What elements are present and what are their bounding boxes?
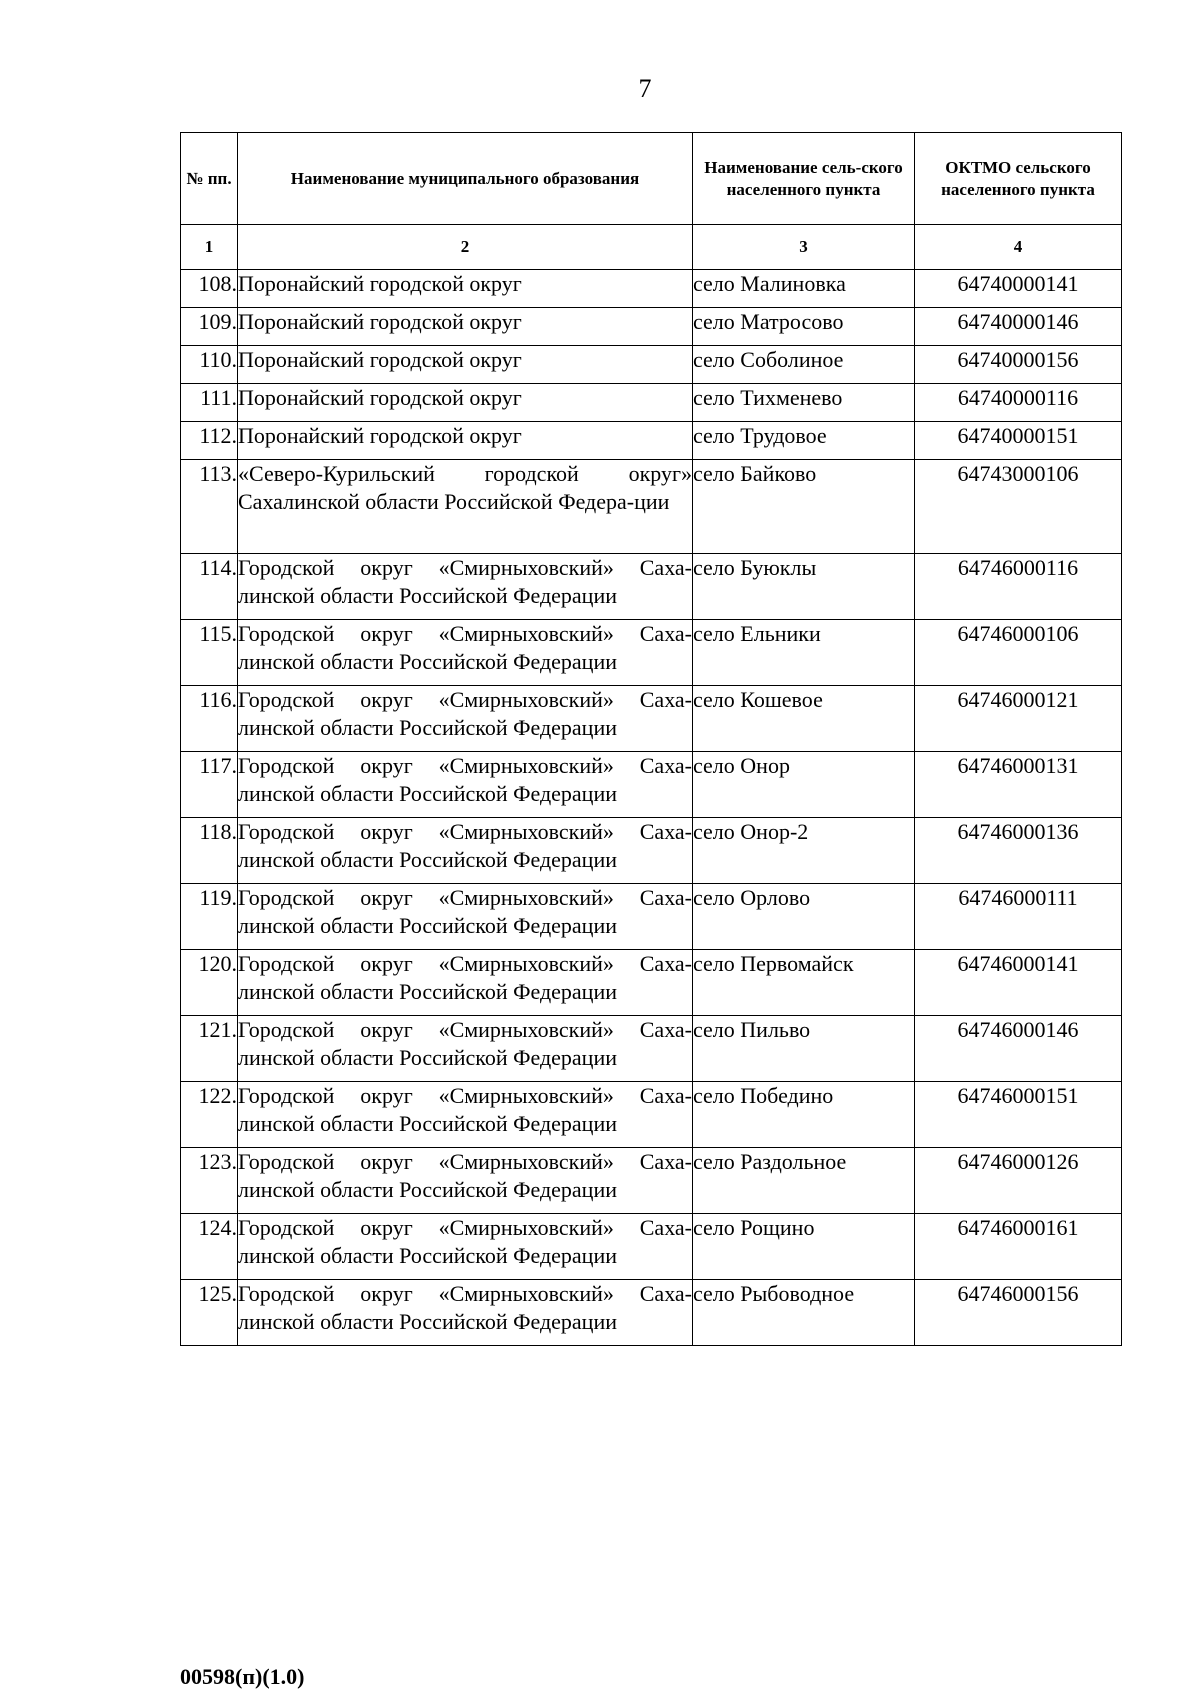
- settlement-name: село Побединo: [693, 1082, 915, 1148]
- table-row: [181, 270, 1122, 308]
- oktmo-code: 64746000156: [915, 1280, 1122, 1346]
- row-number: 120.: [181, 950, 238, 1016]
- municipality-name: Поронайский городской округ: [238, 270, 693, 308]
- municipality-name: Городской округ «Смирныховский» Саха-линской области Российской Федерации: [238, 554, 693, 620]
- oktmo-code: 64740000116: [915, 384, 1122, 422]
- column-number-1: 1: [181, 225, 238, 270]
- row-number: 115.: [181, 620, 238, 686]
- settlement-name: село Матросово: [693, 308, 915, 346]
- settlement-name: село Рощино: [693, 1214, 915, 1280]
- table-row: [181, 950, 1122, 1016]
- municipality-name: Городской округ «Смирныховский» Саха-линской области Российской Федерации: [238, 620, 693, 686]
- row-number: 114.: [181, 554, 238, 620]
- settlement-name: село Кошевое: [693, 686, 915, 752]
- table-row: [181, 1082, 1122, 1148]
- column-number-3: 3: [693, 225, 915, 270]
- column-number-4: 4: [915, 225, 1122, 270]
- table-row: [181, 620, 1122, 686]
- table-row: [181, 818, 1122, 884]
- municipality-name: Городской округ «Смирныховский» Саха-линской области Российской Федерации: [238, 686, 693, 752]
- settlements-table: [180, 132, 1122, 1346]
- oktmo-code: 64746000161: [915, 1214, 1122, 1280]
- municipality-name: Поронайский городской округ: [238, 422, 693, 460]
- table-row: [181, 346, 1122, 384]
- header-settlement: Наименование сель-ского населенного пункта: [693, 133, 915, 225]
- settlement-name: село Первомайск: [693, 950, 915, 1016]
- oktmo-code: 64746000136: [915, 818, 1122, 884]
- municipality-name: Городской округ «Смирныховский» Саха-линской области Российской Федерации: [238, 1214, 693, 1280]
- settlement-name: село Ельники: [693, 620, 915, 686]
- table-row: [181, 686, 1122, 752]
- settlement-name: село Трудовое: [693, 422, 915, 460]
- municipality-name: Городской округ «Смирныховский» Саха-линской области Российской Федерации: [238, 1148, 693, 1214]
- row-number: 118.: [181, 818, 238, 884]
- oktmo-code: 64746000131: [915, 752, 1122, 818]
- oktmo-code: 64740000146: [915, 308, 1122, 346]
- row-number: 123.: [181, 1148, 238, 1214]
- municipality-name: Поронайский городской округ: [238, 308, 693, 346]
- settlement-name: село Байково: [693, 460, 915, 554]
- document-code: 00598(п)(1.0): [180, 1664, 305, 1689]
- table-row: [181, 1214, 1122, 1280]
- header-oktmo: ОКТМО сельского населенного пункта: [915, 133, 1122, 225]
- settlement-name: село Раздольное: [693, 1148, 915, 1214]
- row-number: 116.: [181, 686, 238, 752]
- table-row: [181, 1016, 1122, 1082]
- table-row: [181, 1148, 1122, 1214]
- settlement-name: село Онор-2: [693, 818, 915, 884]
- municipality-name: Поронайский городской округ: [238, 346, 693, 384]
- settlement-name: село Онор: [693, 752, 915, 818]
- oktmo-code: 64743000106: [915, 460, 1122, 554]
- row-number: 109.: [181, 308, 238, 346]
- row-number: 121.: [181, 1016, 238, 1082]
- settlement-name: село Буюклы: [693, 554, 915, 620]
- column-number-row: [181, 225, 1122, 270]
- oktmo-code: 64746000121: [915, 686, 1122, 752]
- page-number: 7: [638, 74, 652, 103]
- settlement-name: село Пильво: [693, 1016, 915, 1082]
- settlement-name: село Малиновка: [693, 270, 915, 308]
- oktmo-code: 64746000116: [915, 554, 1122, 620]
- row-number: 113.: [181, 460, 238, 554]
- row-number: 110.: [181, 346, 238, 384]
- municipality-name: Городской округ «Смирныховский» Саха-линской области Российской Федерации: [238, 1082, 693, 1148]
- oktmo-code: 64746000126: [915, 1148, 1122, 1214]
- settlement-name: село Рыбоводное: [693, 1280, 915, 1346]
- oktmo-code: 64740000151: [915, 422, 1122, 460]
- table-row: [181, 308, 1122, 346]
- municipality-name: Городской округ «Смирныховский» Саха-линской области Российской Федерации: [238, 884, 693, 950]
- municipality-name: Городской округ «Смирныховский» Саха-линской области Российской Федерации: [238, 752, 693, 818]
- settlement-name: село Орлово: [693, 884, 915, 950]
- row-number: 125.: [181, 1280, 238, 1346]
- table-row: [181, 460, 1122, 554]
- row-number: 117.: [181, 752, 238, 818]
- table-row: [181, 752, 1122, 818]
- row-number: 119.: [181, 884, 238, 950]
- oktmo-code: 64746000146: [915, 1016, 1122, 1082]
- oktmo-code: 64746000111: [915, 884, 1122, 950]
- municipality-name: Поронайский городской округ: [238, 384, 693, 422]
- table-header-row: [181, 133, 1122, 225]
- municipality-name: «Северо-Курильский городской округ» Сахалинской области Российской Федера-ции: [238, 460, 693, 554]
- row-number: 112.: [181, 422, 238, 460]
- municipality-name: Городской округ «Смирныховский» Саха-линской области Российской Федерации: [238, 950, 693, 1016]
- header-number: № пп.: [181, 133, 238, 225]
- column-number-2: 2: [238, 225, 693, 270]
- table-row: [181, 384, 1122, 422]
- header-municipality: Наименование муниципального образования: [238, 133, 693, 225]
- table-row: [181, 422, 1122, 460]
- table-row: [181, 1280, 1122, 1346]
- municipality-name: Городской округ «Смирныховский» Саха-линской области Российской Федерации: [238, 1016, 693, 1082]
- settlement-name: село Соболиное: [693, 346, 915, 384]
- row-number: 124.: [181, 1214, 238, 1280]
- municipality-name: Городской округ «Смирныховский» Саха-линской области Российской Федерации: [238, 1280, 693, 1346]
- oktmo-code: 64746000106: [915, 620, 1122, 686]
- row-number: 111.: [181, 384, 238, 422]
- row-number: 108.: [181, 270, 238, 308]
- oktmo-code: 64746000151: [915, 1082, 1122, 1148]
- oktmo-code: 64740000156: [915, 346, 1122, 384]
- oktmo-code: 64740000141: [915, 270, 1122, 308]
- table-row: [181, 554, 1122, 620]
- oktmo-code: 64746000141: [915, 950, 1122, 1016]
- settlement-name: село Тихменево: [693, 384, 915, 422]
- row-number: 122.: [181, 1082, 238, 1148]
- table-row: [181, 884, 1122, 950]
- municipality-name: Городской округ «Смирныховский» Саха-линской области Российской Федерации: [238, 818, 693, 884]
